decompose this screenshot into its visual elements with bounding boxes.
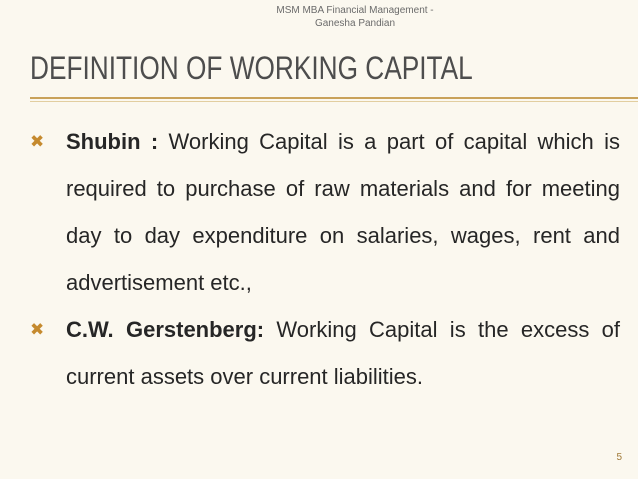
bullet-text: Working Capital is a part of capital which is required to purchase of raw materials and for meeting day to day expenditure on salaries, wages, rent and advertisement etc.,	[66, 129, 621, 295]
header-note	[250, 4, 460, 30]
title-underline-thin	[30, 101, 638, 102]
bullet-x-icon: ✖	[30, 320, 45, 339]
page-number: 5	[616, 452, 622, 463]
slide-title: DEFINITION OF WORKING CAPITAL	[30, 50, 473, 86]
bullet-x-icon: ✖	[30, 132, 45, 151]
bullet-item-gerstenberg	[30, 306, 620, 400]
title-underline	[30, 97, 638, 99]
bullet-text: Working Capital is the excess of current assets over current liabilities.	[66, 317, 621, 389]
header-line-2: Ganesha Pandian	[314, 18, 396, 29]
bullet-term: Shubin :	[66, 129, 159, 154]
bullet-term: C.W. Gerstenberg:	[66, 317, 265, 342]
bullet-item-shubin	[30, 118, 620, 306]
header-line-1: MSM MBA Financial Management -	[276, 5, 434, 16]
slide-content	[30, 118, 620, 400]
